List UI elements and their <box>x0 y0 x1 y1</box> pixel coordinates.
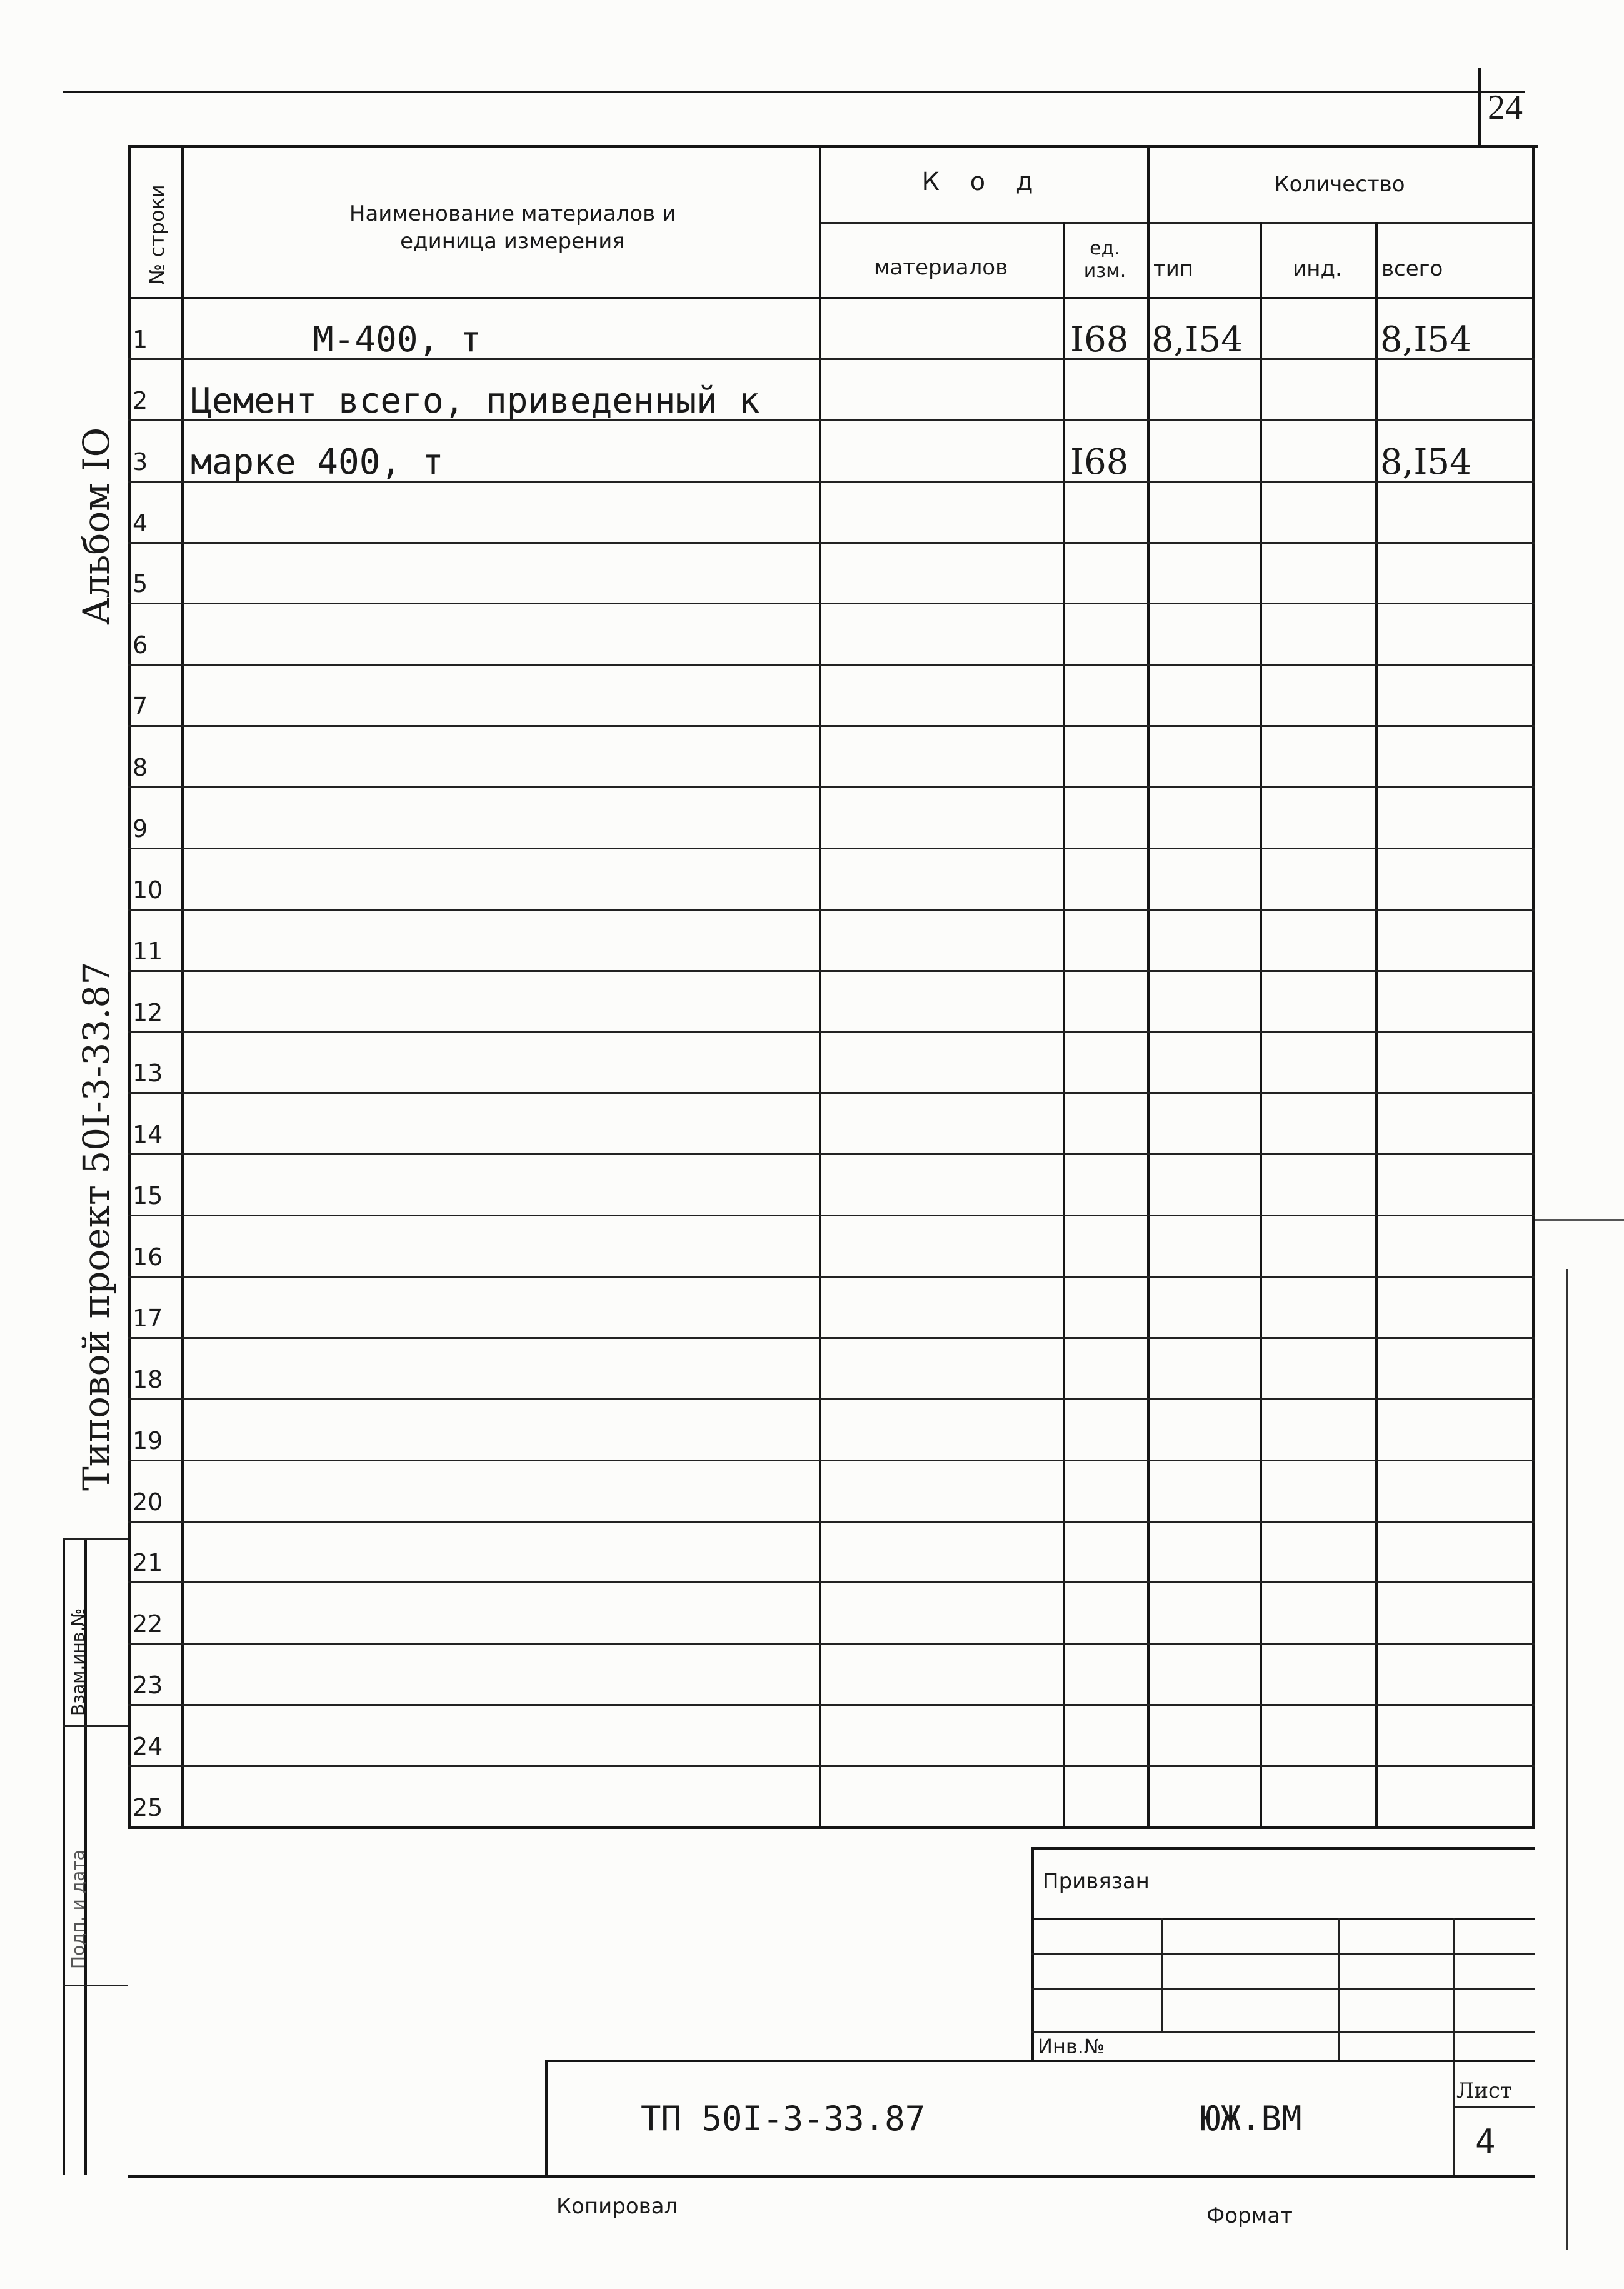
row-number: 13 <box>133 1059 163 1088</box>
col-border-left <box>128 145 131 1826</box>
attached-line-2 <box>1031 1953 1535 1955</box>
row-divider <box>128 603 1535 604</box>
row-name: марке 400, т <box>191 441 444 483</box>
row-number: 22 <box>133 1610 163 1638</box>
row-number: 17 <box>133 1304 163 1332</box>
row-number: 10 <box>133 876 163 904</box>
row-number: 8 <box>133 754 148 782</box>
header-bottom-border <box>128 297 1535 299</box>
attached-line-4 <box>1031 2031 1535 2033</box>
row-number: 5 <box>133 570 148 598</box>
row-divider <box>128 1276 1535 1278</box>
row-divider <box>128 1031 1535 1033</box>
row-divider <box>128 909 1535 911</box>
row-divider <box>128 1765 1535 1767</box>
attached-label: Привязан <box>1043 1869 1150 1894</box>
doc-code: ТП 50I-3-33.87 <box>641 2099 926 2138</box>
row-number: 15 <box>133 1182 163 1210</box>
sheet-number-divider <box>1478 68 1481 148</box>
col-border-name <box>181 145 184 1826</box>
scan-edge-line <box>1566 1269 1568 2250</box>
sheet-value: 4 <box>1475 2122 1496 2161</box>
frame-bottom-line <box>128 2175 1535 2178</box>
row-number: 14 <box>133 1121 163 1149</box>
title-stamp-top <box>545 2060 1535 2062</box>
side-album-label: Альбом IO <box>75 427 118 625</box>
row-qty-type: 8,I54 <box>1151 319 1243 360</box>
row-number: 9 <box>133 814 148 843</box>
row-number: 4 <box>133 509 148 537</box>
header-row-no: № строки <box>145 184 169 284</box>
col-border-unit <box>1063 222 1065 1826</box>
side-box-inv-label: Взам.инв.№ <box>68 1608 88 1716</box>
header-code: К о д <box>921 168 1045 196</box>
sheet-number: 24 <box>1488 88 1523 127</box>
row-divider <box>128 786 1535 788</box>
row-number: 7 <box>133 693 148 721</box>
col-border-ind <box>1375 222 1378 1826</box>
row-divider <box>128 1704 1535 1706</box>
row-number: 11 <box>133 937 163 965</box>
row-divider <box>128 725 1535 727</box>
attached-line-1 <box>1031 1918 1535 1920</box>
copied-label: Копировал <box>556 2194 678 2219</box>
row-number: 19 <box>133 1426 163 1455</box>
attached-vline-3 <box>1453 1918 1455 2175</box>
row-number: 23 <box>133 1671 163 1700</box>
row-divider <box>128 1581 1535 1583</box>
row-number: 12 <box>133 998 163 1026</box>
row-divider <box>128 664 1535 666</box>
row-qty-total: 8,I54 <box>1380 319 1472 360</box>
row-unit-code: I68 <box>1070 441 1129 483</box>
header-qty-type: тип <box>1153 256 1194 281</box>
header-name: Наименование материалов и единица измерения <box>349 201 676 254</box>
header-qty-total: всего <box>1381 256 1443 281</box>
header-code-material: материалов <box>873 255 1008 280</box>
scan-edge-tick <box>1535 1219 1624 1221</box>
side-box-div1 <box>63 1725 128 1727</box>
row-divider <box>128 848 1535 849</box>
attached-line-3 <box>1031 1988 1535 1990</box>
row-number: 25 <box>133 1794 163 1821</box>
inv-no-label: Инв.№ <box>1038 2035 1105 2058</box>
header-qty-ind: инд. <box>1293 256 1342 281</box>
row-number: 6 <box>133 631 148 659</box>
attached-vline-1 <box>1161 1918 1163 2031</box>
table-bottom-border <box>128 1826 1535 1829</box>
col-border-type <box>1260 222 1262 1826</box>
frame-top-line <box>63 91 1525 93</box>
row-number: 18 <box>133 1365 163 1393</box>
row-number: 16 <box>133 1243 163 1271</box>
side-box-div2 <box>63 1985 128 1986</box>
header-code-unit: ед. изм. <box>1083 238 1126 282</box>
row-divider <box>128 1643 1535 1645</box>
row-number: 20 <box>133 1488 163 1516</box>
col-border-code <box>819 145 821 1826</box>
attached-vline-2 <box>1338 1918 1340 2060</box>
side-box-left <box>63 1538 65 2175</box>
doc-mark: ЮЖ.ВМ <box>1200 2099 1302 2138</box>
sheet-label: Лист <box>1456 2078 1512 2103</box>
row-divider <box>128 1337 1535 1339</box>
row-qty-total: 8,I54 <box>1380 441 1472 483</box>
row-divider <box>128 1398 1535 1400</box>
row-divider <box>128 542 1535 544</box>
row-divider <box>128 970 1535 972</box>
sheet-box-divider <box>1453 2106 1535 2108</box>
row-divider <box>128 1215 1535 1216</box>
side-project-label: Типовой проект 50I-3-33.87 <box>75 961 118 1491</box>
row-divider <box>128 1092 1535 1094</box>
col-border-right <box>1532 145 1535 1826</box>
row-unit-code: I68 <box>1070 319 1129 360</box>
row-divider <box>128 1460 1535 1461</box>
row-divider <box>128 1521 1535 1523</box>
row-name: М-400, т <box>313 319 481 360</box>
table-top-border <box>128 145 1535 148</box>
row-number: 24 <box>133 1733 163 1761</box>
row-number: 3 <box>133 448 148 476</box>
title-stamp-left <box>545 2060 548 2175</box>
col-border-qty <box>1147 145 1150 1826</box>
side-box-sign-label: Подп. и дата <box>68 1850 88 1969</box>
side-box-top <box>63 1538 128 1540</box>
row-name: Цемент всего, приведенный к <box>191 380 760 421</box>
row-number: 2 <box>133 386 148 414</box>
row-number: 21 <box>133 1549 163 1577</box>
header-subdivider <box>819 222 1535 224</box>
format-label: Формат <box>1206 2203 1293 2228</box>
row-divider <box>128 1153 1535 1155</box>
attached-block-top <box>1031 1847 1535 1850</box>
row-number: 1 <box>133 325 148 353</box>
header-quantity: Количество <box>1274 172 1405 197</box>
